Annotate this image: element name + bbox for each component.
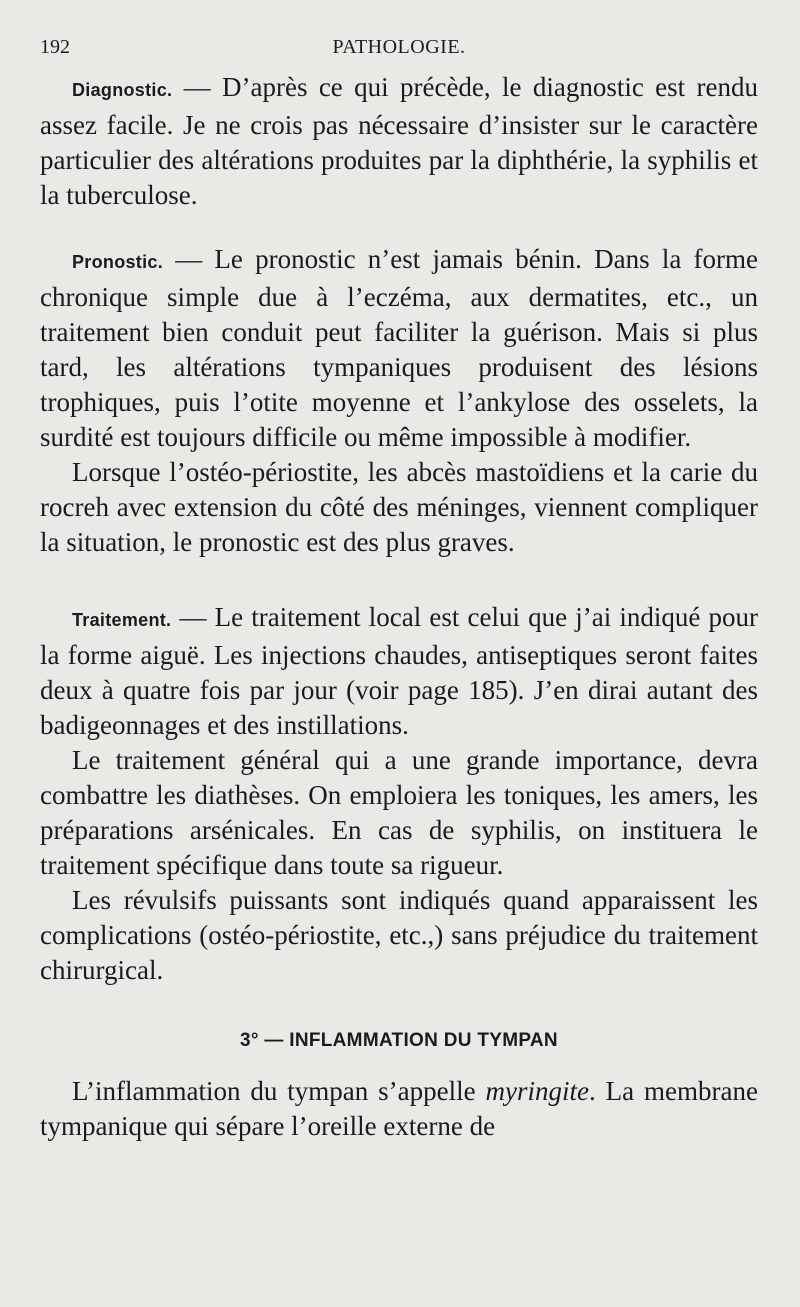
running-title: PATHOLOGIE. bbox=[332, 36, 466, 58]
traitement-paragraph bbox=[40, 600, 758, 743]
pronostic-heading: Pronostic. bbox=[72, 252, 164, 272]
traitement-revulsifs-paragraph: Les révulsifs puissants sont indiqués quand apparaissent les complications (ostéo-périostite, etc.,) sans préjudice du traitement chirurgical. bbox=[40, 885, 758, 985]
diagnostic-heading: Diagnostic. bbox=[72, 80, 173, 100]
diagnostic-text: — D’après ce qui précède, le diagnostic est rendu assez facile. Je ne crois pas nécessaire d’insister sur le caractère particulier des altérations produites par la diphthérie, la syphilis et la tuberculose. bbox=[40, 72, 758, 210]
pronostic-section bbox=[40, 242, 758, 560]
inflammation-paragraph bbox=[40, 1074, 758, 1144]
inflammation-section bbox=[40, 1074, 758, 1144]
traitement-text: — Le traitement local est celui que j’ai indiqué pour la forme aiguë. Les injections chaudes, antiseptiques seront faites deux à quatre fois par jour (voir page 185). J’en dirai autant des badigeonnages et des instillations. bbox=[40, 602, 758, 740]
inflammation-text-before: L’inflammation du tympan s’appelle bbox=[72, 1076, 486, 1106]
inflammation-text-after: . La membrane tympanique qui sépare l’oreille externe de bbox=[40, 1076, 758, 1141]
pronostic-text: — Le pronostic n’est jamais bénin. Dans la forme chronique simple due à l’eczéma, aux dermatites, etc., un traitement bien conduit peut faciliter la guérison. Mais si plus tard, les altérations tympaniques produisent des lésions trophiques, puis l’otite moyenne et l’ankylose des osselets, la surdité est toujours difficile ou même impossible à modifier. bbox=[40, 244, 758, 452]
diagnostic-paragraph bbox=[40, 70, 758, 213]
running-header bbox=[40, 32, 758, 62]
chapter-title: 3° — INFLAMMATION DU TYMPAN bbox=[240, 1030, 558, 1051]
traitement-section bbox=[40, 600, 758, 988]
pronostic-paragraph bbox=[40, 242, 758, 455]
pronostic-continuation: Lorsque l’ostéo-périostite, les abcès mastoïdiens et la carie du rocreh avec extension du côté des méninges, viennent compliquer la situation, le pronostic est des plus graves. bbox=[40, 457, 758, 557]
myringite-term: myringite bbox=[485, 1076, 590, 1106]
diagnostic-section bbox=[40, 70, 758, 213]
page-number: 192 bbox=[40, 36, 70, 58]
traitement-general-paragraph: Le traitement général qui a une grande importance, devra combattre les diathèses. On emploiera les toniques, les amers, les préparations arsénicales. En cas de syphilis, on instituera le traitement spécifique dans toute sa rigueur. bbox=[40, 745, 758, 880]
traitement-heading: Traitement. bbox=[72, 610, 172, 630]
